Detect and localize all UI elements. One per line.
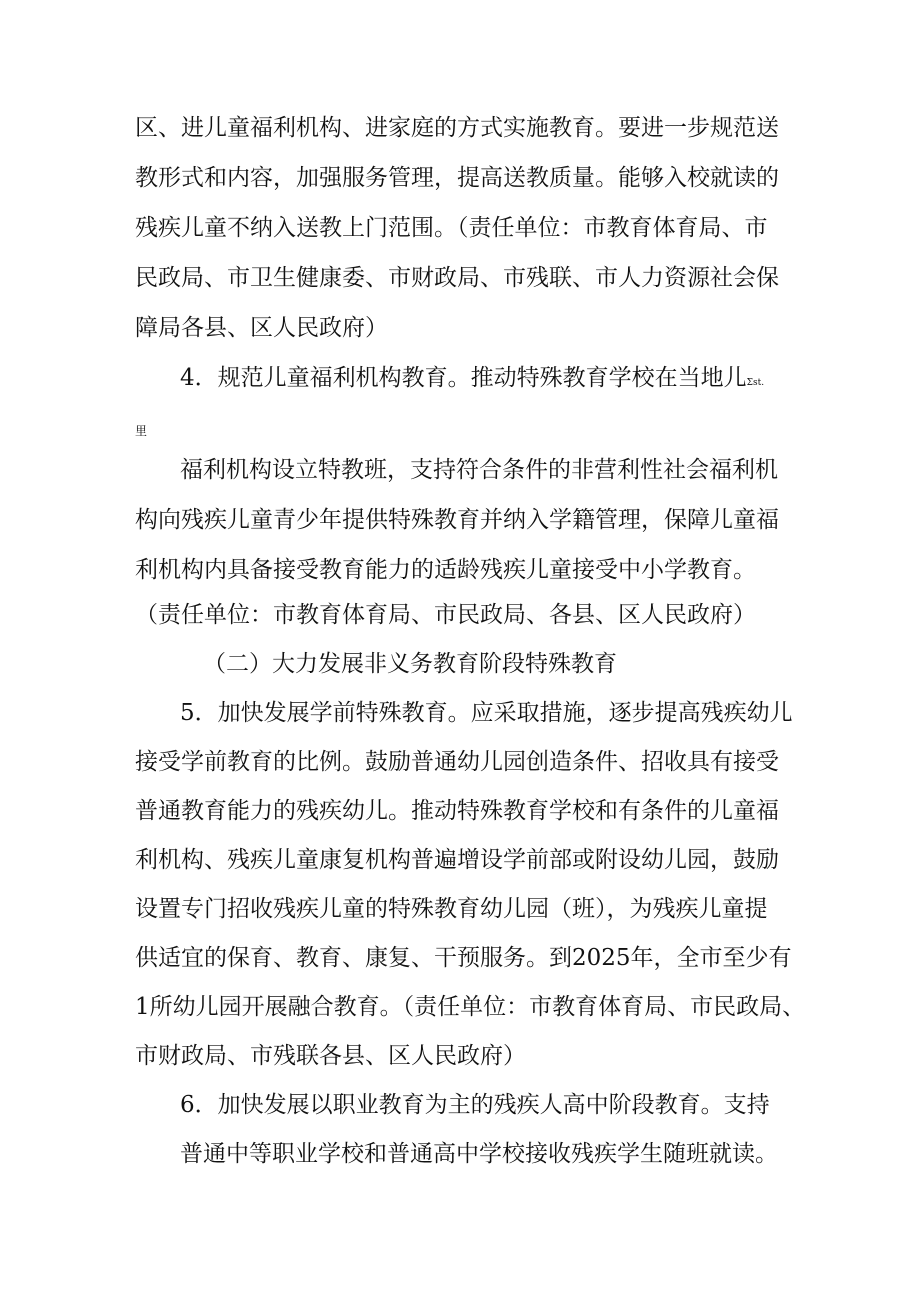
text-line-18: 1所幼儿园开展融合教育。（责任单位：市教育体育局、市民政局、 xyxy=(135,994,806,1020)
text-line-4: 民政局、市卫生健康委、市财政局、市残联、市人力资源社会保 xyxy=(135,265,779,291)
item-5-heading: 5．加快发展学前特殊教育。应采取措施，逐步提高残疾幼儿 xyxy=(180,700,793,726)
section-heading-2: （二）大力发展非义务教育阶段特殊教育 xyxy=(203,651,617,677)
text-line-9: 利机构内具备接受教育能力的适龄残疾儿童接受中小学教育。 xyxy=(135,557,756,583)
item-4-text: 4．规范儿童福利机构教育。推动特殊教育学校在当地儿 xyxy=(180,365,747,391)
text-line-7: 福利机构设立特教班，支持符合条件的非营利性社会福利机 xyxy=(180,457,778,483)
text-line-8: 构向残疾儿童青少年提供特殊教育并纳入学籍管理，保障儿童福 xyxy=(135,507,779,533)
text-line-17: 供适宜的保育、教育、康复、干预服务。到2025年，全市至少有 xyxy=(135,945,792,971)
text-line-19: 市财政局、市残联各县、区人民政府） xyxy=(135,1043,526,1069)
text-line-16: 设置专门招收残疾儿童的特殊教育幼儿园（班），为残疾儿童提 xyxy=(135,896,768,922)
item-6-heading: 6．加快发展以职业教育为主的残疾人高中阶段教育。支持 xyxy=(180,1092,770,1118)
text-line-15: 利机构、残疾儿童康复机构普遍增设学前部或附设幼儿园，鼓励 xyxy=(135,847,779,873)
text-line-1: 区、进儿童福利机构、进家庭的方式实施教育。要进一步规范送 xyxy=(135,115,779,141)
text-line-10: （责任单位：市教育体育局、市民政局、各县、区人民政府） xyxy=(135,602,756,628)
text-line-14: 普通教育能力的残疾幼儿。推动特殊教育学校和有条件的儿童福 xyxy=(135,798,779,824)
item-4-heading xyxy=(180,363,764,398)
text-line-5: 障局各县、区人民政府） xyxy=(135,315,388,341)
text-line-3: 残疾儿童不纳入送教上门范围。（责任单位：市教育体育局、市 xyxy=(135,215,768,241)
ocr-artifact-superscript: Σst. xyxy=(746,378,765,388)
text-line-2: 教形式和内容，加强服务管理，提高送教质量。能够入校就读的 xyxy=(135,165,779,191)
text-line-21: 普通中等职业学校和普通高中学校接收残疾学生随班就读。 xyxy=(180,1141,778,1167)
ocr-artifact-char: 里 xyxy=(135,424,148,438)
text-line-13: 接受学前教育的比例。鼓励普通幼儿园创造条件、招收具有接受 xyxy=(135,749,779,775)
